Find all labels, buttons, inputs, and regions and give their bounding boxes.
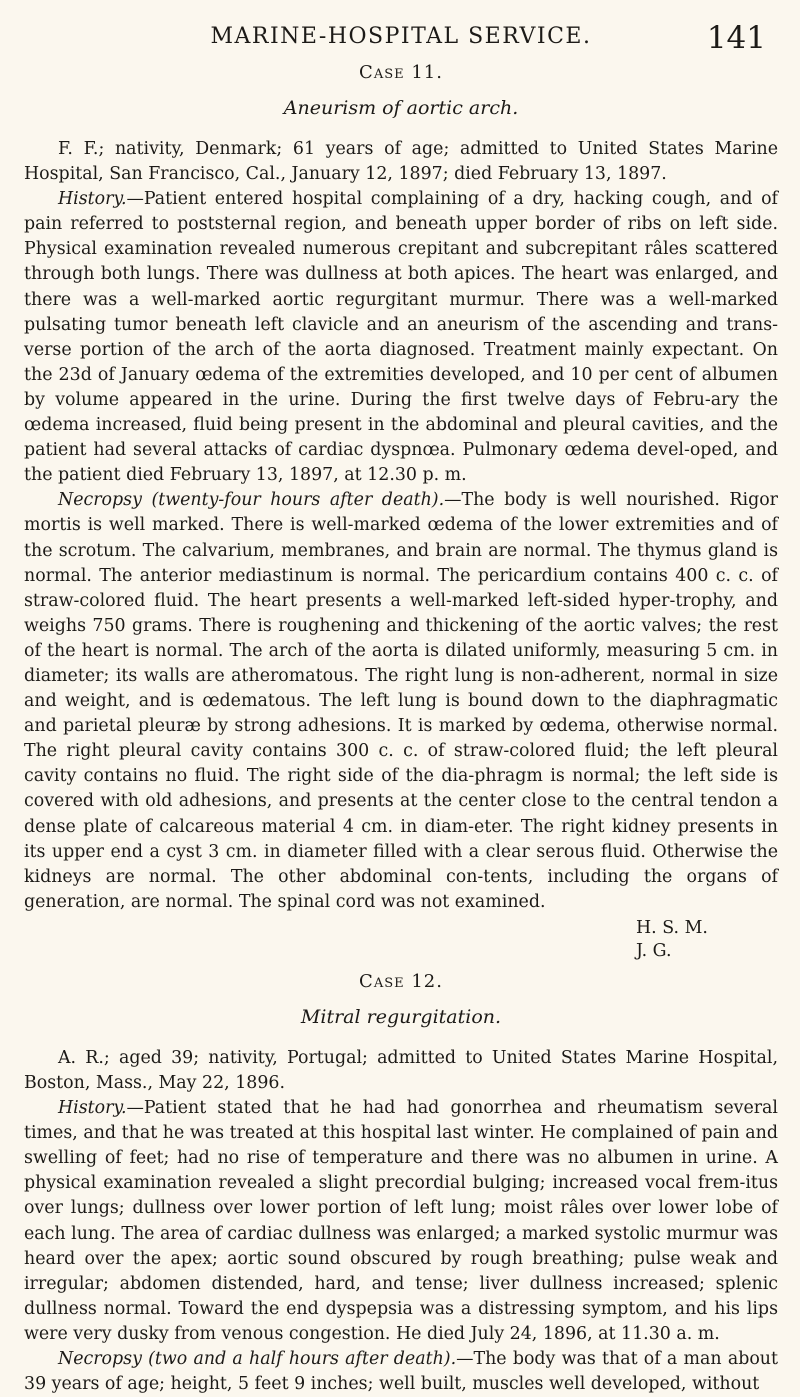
paragraph-lead: Necropsy (two and a half hours after death). <box>58 1349 457 1370</box>
intro-paragraph <box>24 1046 778 1096</box>
paragraph-lead: History. <box>58 1098 127 1119</box>
paragraph-text: —Patient stated that he had had gonorrhea and rheumatism several times, and that he was treated at this hospital last winter. He complained of pain and swelling of feet; had no rise of temperature and there was no albumen in urine. A physical examination revealed a slight precordial bulging; increased vocal frem-itus over lungs; dullness over lower portion of left lung; moist râles over lower lobe of each lung. The area of cardiac dullness was enlarged; a marked systolic murmur was heard over the apex; aortic sound obscured by rough breathing; pulse weak and irregular; abdomen distended, hard, and tense; liver dullness increased; splenic dullness normal. Toward the end dyspepsia was a distressing symptom, and his lips were very dusky from venous congestion. He died July 24, 1896, at 11.30 a. m. <box>24 1098 778 1344</box>
case-12 <box>24 971 778 1397</box>
history-paragraph <box>24 1096 778 1347</box>
intro-paragraph <box>24 137 778 187</box>
signature-block <box>24 917 778 963</box>
running-title: MARINE-HOSPITAL SERVICE. <box>210 24 592 49</box>
case-title: Case 12. <box>359 970 443 992</box>
paragraph-lead: Necropsy (twenty-four hours after death). <box>58 490 445 511</box>
history-paragraph <box>24 187 778 488</box>
paragraph-lead: History. <box>58 189 127 210</box>
paragraph-text: A. R.; aged 39; nativity, Portugal; admitted to United States Marine Hospital, Boston, Mass., May 22, 1896. <box>24 1047 778 1093</box>
signature-line: J. G. <box>636 940 672 961</box>
paragraph-text: —The body is well nourished. Rigor mortis is well marked. There is well-marked œdema of the lower extremities and of the scrotum. The calvarium, membranes, and brain are normal. The thymus gland is normal. The anterior mediastinum is normal. The pericardium contains 400 c. c. of straw-colored fluid. The heart presents a well-marked left-sided hyper-trophy, and weighs 750 grams. There is roughening and thickening of the aortic valves; the rest of the heart is normal. The arch of the aorta is dilated uniformly, measuring 5 cm. in diameter; its walls are atheromatous. The right lung is non-adherent, normal in size and weight, and is œdematous. The left lung is bound down to the diaphragmatic and parietal pleuræ by strong adhesions. It is marked by œdema, otherwise normal. The right pleural cavity contains 300 c. c. of straw-colored fluid; the left pleural cavity contains no fluid. The right side of the dia-phragm is normal; the left side is covered with old adhesions, and presents at the center close to the central tendon a dense plate of calcareous material 4 cm. in diam-eter. The right kidney presents in its upper end a cyst 3 cm. in diameter filled with a clear serous fluid. Otherwise the kidneys are normal. The other abdominal con-tents, including the organs of generation, are normal. The spinal cord was not examined. <box>24 490 778 912</box>
case-11 <box>24 62 778 963</box>
necropsy-paragraph <box>24 1347 778 1397</box>
case-title: Case 11. <box>359 62 443 83</box>
case-subtitle: Mitral regurgitation. <box>300 1005 502 1028</box>
case-subtitle: Aneurism of aortic arch. <box>283 97 519 119</box>
signature-line: H. S. M. <box>636 917 708 938</box>
paragraph-text: F. F.; nativity, Denmark; 61 years of age; admitted to United States Marine Hospital, San Francisco, Cal., January 12, 1897; died February 13, 1897. <box>24 139 778 185</box>
paragraph-text: —Patient entered hospital complaining of a dry, hacking cough, and of pain referred to poststernal region, and beneath upper border of ribs on left side. Physical examination revealed numerous crepitant and subcrepitant râles scattered through both lungs. There was dullness at both apices. The heart was enlarged, and there was a well-marked aortic regurgitant murmur. There was a well-marked pulsating tumor beneath left clavicle and an aneurism of the ascending and trans-verse portion of the arch of the aorta diagnosed. Treatment mainly expectant. On the 23d of January œdema of the extremities developed, and 10 per cent of albumen by volume appeared in the urine. During the first twelve days of Febru-ary the œdema increased, fluid being present in the abdominal and pleural cavities, and the patient had several attacks of cardiac dyspnœa. Pulmonary œdema devel-oped, and the patient died February 13, 1897, at 12.30 p. m. <box>24 189 778 486</box>
necropsy-paragraph <box>24 488 778 915</box>
page-number: 141 <box>706 20 766 56</box>
running-head <box>24 10 778 54</box>
paragraph-text: —The body was that of a man about 39 years of age; height, 5 feet 9 inches; well built, muscles well developed, without <box>24 1349 778 1395</box>
